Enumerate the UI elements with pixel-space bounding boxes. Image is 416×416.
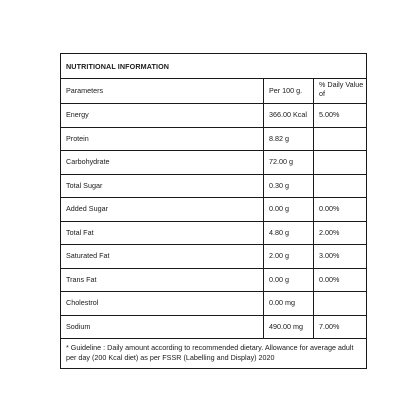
row-parameter: Cholestrol	[61, 292, 264, 315]
header-daily-value: % Daily Value of	[319, 80, 364, 98]
row-per-100g: 8.82 g	[264, 128, 314, 151]
table-row	[61, 175, 366, 199]
row-daily-value	[314, 151, 366, 174]
table-row	[61, 292, 366, 316]
table-row	[61, 245, 366, 269]
row-per-100g: 72.00 g	[264, 151, 314, 174]
table-row	[61, 222, 366, 246]
row-per-100g: 366.00 Kcal	[264, 104, 314, 127]
row-daily-value: 0.00%	[319, 274, 340, 284]
row-daily-value	[314, 128, 366, 151]
row-daily-value	[314, 292, 366, 315]
row-parameter: Carbohydrate	[61, 151, 264, 174]
row-parameter: Added Sugar	[61, 198, 264, 221]
row-daily-value: 0.00%	[319, 204, 340, 213]
row-parameter: Saturated Fat	[61, 245, 264, 268]
table-title: NUTRITIONAL INFORMATION	[61, 54, 366, 79]
row-per-100g: 0.00 mg	[264, 292, 314, 315]
table-row	[61, 198, 366, 222]
row-parameter: Energy	[61, 104, 264, 127]
row-parameter: Protein	[61, 128, 264, 151]
row-per-100g: 0.00 g	[264, 198, 314, 221]
nutrition-table	[60, 53, 367, 369]
table-header-row	[61, 79, 366, 104]
row-daily-value: 2.00%	[319, 227, 340, 237]
header-parameters: Parameters	[61, 79, 264, 103]
row-daily-value	[314, 175, 366, 198]
table-row	[61, 316, 366, 340]
table-row	[61, 269, 366, 293]
row-daily-value: 3.00%	[319, 251, 340, 260]
row-per-100g: 0.30 g	[264, 175, 314, 198]
row-per-100g: 0.00 g	[264, 269, 314, 292]
table-row	[61, 128, 366, 152]
row-daily-value: 7.00%	[319, 321, 340, 331]
header-per-100g: Per 100 g.	[264, 79, 314, 103]
row-parameter: Total Fat	[61, 222, 264, 245]
row-per-100g: 2.00 g	[264, 245, 314, 268]
table-row	[61, 151, 366, 175]
row-daily-value: 5.00%	[319, 110, 340, 119]
row-parameter: Sodium	[61, 316, 264, 339]
guideline-footnote: * Guideline : Daily amount according to recommended dietary. Allowance for average adult per day (200 Kcal diet) as per FSSR (Labelling and Display) 2020	[66, 343, 354, 362]
row-per-100g: 490.00 mg	[264, 316, 314, 339]
row-per-100g: 4.80 g	[264, 222, 314, 245]
row-parameter: Total Sugar	[61, 175, 264, 198]
table-row	[61, 104, 366, 128]
row-parameter: Trans Fat	[61, 269, 264, 292]
